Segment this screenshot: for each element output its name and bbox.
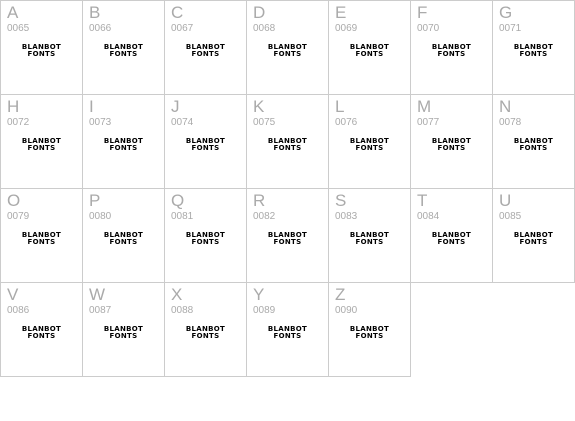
glyph-preview-line2: FONTS bbox=[437, 144, 466, 152]
glyph-cell-letter: U bbox=[499, 191, 512, 210]
glyph-preview-line1: BLANBOT bbox=[21, 325, 62, 333]
glyph-cell-code: 0071 bbox=[499, 23, 522, 34]
glyph-cell[interactable] bbox=[410, 0, 493, 95]
glyph-cell[interactable] bbox=[328, 0, 411, 95]
glyph-cell-code: 0065 bbox=[7, 23, 30, 34]
glyph-preview-line2: FONTS bbox=[191, 332, 220, 340]
glyph-cell[interactable] bbox=[246, 282, 329, 377]
glyph-preview-line1: BLANBOT bbox=[349, 325, 390, 333]
glyph-preview-line1: BLANBOT bbox=[103, 43, 144, 51]
glyph-preview-line1: BLANBOT bbox=[349, 43, 390, 51]
glyph-preview-line2: FONTS bbox=[355, 238, 384, 246]
glyph-cell[interactable] bbox=[82, 282, 165, 377]
glyph-cell[interactable] bbox=[164, 188, 247, 283]
glyph-preview bbox=[329, 232, 410, 246]
glyph-cell[interactable] bbox=[82, 188, 165, 283]
glyph-cell-letter: R bbox=[253, 191, 266, 210]
glyph-preview-line1: BLANBOT bbox=[185, 231, 226, 239]
glyph-cell-letter: N bbox=[499, 97, 512, 116]
glyph-cell[interactable] bbox=[164, 94, 247, 189]
glyph-preview bbox=[1, 44, 82, 58]
glyph-preview bbox=[411, 44, 492, 58]
glyph-cell-letter: E bbox=[335, 3, 347, 22]
glyph-preview-line1: BLANBOT bbox=[267, 43, 308, 51]
glyph-cell-code: 0079 bbox=[7, 211, 30, 222]
glyph-preview bbox=[165, 44, 246, 58]
glyph-preview bbox=[1, 138, 82, 152]
glyph-cell-code: 0069 bbox=[335, 23, 358, 34]
glyph-preview bbox=[165, 232, 246, 246]
glyph-cell-letter: S bbox=[335, 191, 347, 210]
glyph-cell-letter: I bbox=[89, 97, 94, 116]
glyph-cell-code: 0088 bbox=[171, 305, 194, 316]
glyph-preview-line1: BLANBOT bbox=[431, 231, 472, 239]
glyph-cell-code: 0076 bbox=[335, 117, 358, 128]
glyph-cell-letter: L bbox=[335, 97, 345, 116]
glyph-preview-line1: BLANBOT bbox=[267, 231, 308, 239]
glyph-cell[interactable] bbox=[82, 94, 165, 189]
glyph-cell-code: 0068 bbox=[253, 23, 276, 34]
glyph-cell-letter: T bbox=[417, 191, 428, 210]
glyph-preview bbox=[1, 232, 82, 246]
glyph-preview bbox=[83, 138, 164, 152]
glyph-preview-line2: FONTS bbox=[273, 144, 302, 152]
glyph-cell-code: 0082 bbox=[253, 211, 276, 222]
glyph-preview bbox=[493, 232, 574, 246]
glyph-preview bbox=[247, 138, 328, 152]
glyph-cell-code: 0087 bbox=[89, 305, 112, 316]
glyph-cell[interactable] bbox=[410, 188, 493, 283]
glyph-cell-code: 0081 bbox=[171, 211, 194, 222]
glyph-cell-code: 0080 bbox=[89, 211, 112, 222]
glyph-preview-line1: BLANBOT bbox=[267, 137, 308, 145]
glyph-preview bbox=[247, 44, 328, 58]
glyph-preview bbox=[83, 232, 164, 246]
glyph-cell-letter: X bbox=[171, 285, 183, 304]
glyph-preview bbox=[493, 138, 574, 152]
glyph-preview-line1: BLANBOT bbox=[185, 43, 226, 51]
glyph-preview-line1: BLANBOT bbox=[185, 325, 226, 333]
glyph-cell[interactable] bbox=[328, 94, 411, 189]
glyph-preview-line1: BLANBOT bbox=[267, 325, 308, 333]
glyph-cell[interactable] bbox=[0, 94, 83, 189]
glyph-preview-line2: FONTS bbox=[191, 144, 220, 152]
glyph-preview-line1: BLANBOT bbox=[103, 231, 144, 239]
glyph-preview-line1: BLANBOT bbox=[103, 137, 144, 145]
glyph-preview bbox=[411, 232, 492, 246]
glyph-preview-line2: FONTS bbox=[109, 50, 138, 58]
glyph-cell[interactable] bbox=[328, 282, 411, 377]
glyph-cell-code: 0089 bbox=[253, 305, 276, 316]
glyph-cell[interactable] bbox=[492, 94, 575, 189]
glyph-cell-code: 0083 bbox=[335, 211, 358, 222]
glyph-cell[interactable] bbox=[164, 282, 247, 377]
glyph-cell-letter: W bbox=[89, 285, 106, 304]
glyph-cell[interactable] bbox=[410, 94, 493, 189]
glyph-cell[interactable] bbox=[246, 0, 329, 95]
glyph-cell-code: 0086 bbox=[7, 305, 30, 316]
glyph-preview-line2: FONTS bbox=[191, 50, 220, 58]
glyph-preview bbox=[493, 44, 574, 58]
glyph-preview-line2: FONTS bbox=[109, 332, 138, 340]
glyph-preview-line2: FONTS bbox=[27, 238, 56, 246]
glyph-cell-code: 0073 bbox=[89, 117, 112, 128]
glyph-preview bbox=[83, 326, 164, 340]
glyph-cell-code: 0074 bbox=[171, 117, 194, 128]
glyph-preview-line1: BLANBOT bbox=[21, 231, 62, 239]
glyph-cell-code: 0067 bbox=[171, 23, 194, 34]
glyph-preview bbox=[165, 138, 246, 152]
glyph-cell-letter: P bbox=[89, 191, 101, 210]
glyph-cell-letter: D bbox=[253, 3, 266, 22]
glyph-cell-letter: H bbox=[7, 97, 20, 116]
glyph-preview-line2: FONTS bbox=[355, 144, 384, 152]
glyph-preview-line2: FONTS bbox=[273, 332, 302, 340]
glyph-preview-line2: FONTS bbox=[109, 238, 138, 246]
glyph-preview-line2: FONTS bbox=[27, 332, 56, 340]
glyph-preview-line1: BLANBOT bbox=[349, 137, 390, 145]
glyph-cell[interactable] bbox=[246, 94, 329, 189]
glyph-cell-letter: O bbox=[7, 191, 21, 210]
glyph-preview-line1: BLANBOT bbox=[431, 137, 472, 145]
glyph-cell-letter: M bbox=[417, 97, 432, 116]
glyph-cell[interactable] bbox=[246, 188, 329, 283]
glyph-preview-line2: FONTS bbox=[519, 50, 548, 58]
glyph-preview-line2: FONTS bbox=[519, 238, 548, 246]
glyph-cell-code: 0070 bbox=[417, 23, 440, 34]
glyph-cell[interactable] bbox=[82, 0, 165, 95]
glyph-cell[interactable] bbox=[492, 0, 575, 95]
glyph-preview-line2: FONTS bbox=[437, 238, 466, 246]
glyph-preview bbox=[1, 326, 82, 340]
glyph-cell-letter: C bbox=[171, 3, 184, 22]
glyph-preview-line1: BLANBOT bbox=[21, 137, 62, 145]
glyph-cell-code: 0078 bbox=[499, 117, 522, 128]
glyph-cell-letter: Z bbox=[335, 285, 346, 304]
glyph-preview-line2: FONTS bbox=[109, 144, 138, 152]
glyph-preview-line2: FONTS bbox=[191, 238, 220, 246]
glyph-preview bbox=[165, 326, 246, 340]
glyph-preview-line1: BLANBOT bbox=[185, 137, 226, 145]
glyph-cell[interactable] bbox=[0, 188, 83, 283]
glyph-cell-code: 0085 bbox=[499, 211, 522, 222]
glyph-preview-line2: FONTS bbox=[273, 50, 302, 58]
glyph-cell-code: 0066 bbox=[89, 23, 112, 34]
glyph-cell[interactable] bbox=[328, 188, 411, 283]
glyph-preview bbox=[329, 44, 410, 58]
glyph-preview-line2: FONTS bbox=[27, 144, 56, 152]
glyph-preview bbox=[329, 138, 410, 152]
glyph-preview-line2: FONTS bbox=[273, 238, 302, 246]
glyph-cell-code: 0077 bbox=[417, 117, 440, 128]
glyph-preview bbox=[247, 326, 328, 340]
glyph-cell[interactable] bbox=[492, 188, 575, 283]
glyph-cell-code: 0084 bbox=[417, 211, 440, 222]
glyph-cell-letter: A bbox=[7, 3, 19, 22]
glyph-cell-code: 0072 bbox=[7, 117, 30, 128]
glyph-preview-line1: BLANBOT bbox=[513, 137, 554, 145]
glyph-cell-letter: Y bbox=[253, 285, 265, 304]
glyph-preview bbox=[411, 138, 492, 152]
glyph-cell-letter: J bbox=[171, 97, 180, 116]
glyph-preview bbox=[247, 232, 328, 246]
glyph-preview-line2: FONTS bbox=[355, 332, 384, 340]
glyph-cell-letter: B bbox=[89, 3, 101, 22]
glyph-preview-line2: FONTS bbox=[27, 50, 56, 58]
glyph-preview bbox=[329, 326, 410, 340]
glyph-cell-letter: F bbox=[417, 3, 428, 22]
glyph-preview-line1: BLANBOT bbox=[431, 43, 472, 51]
glyph-cell[interactable] bbox=[164, 0, 247, 95]
glyph-preview-line2: FONTS bbox=[519, 144, 548, 152]
glyph-cell-letter: V bbox=[7, 285, 19, 304]
glyph-preview-line2: FONTS bbox=[355, 50, 384, 58]
glyph-cell-letter: K bbox=[253, 97, 265, 116]
glyph-preview-line1: BLANBOT bbox=[513, 231, 554, 239]
glyph-preview-line1: BLANBOT bbox=[349, 231, 390, 239]
glyph-cell-code: 0090 bbox=[335, 305, 358, 316]
glyph-cell-code: 0075 bbox=[253, 117, 276, 128]
glyph-preview-line1: BLANBOT bbox=[513, 43, 554, 51]
glyph-preview-line2: FONTS bbox=[437, 50, 466, 58]
glyph-preview-line1: BLANBOT bbox=[103, 325, 144, 333]
glyph-preview bbox=[83, 44, 164, 58]
glyph-cell[interactable] bbox=[0, 0, 83, 95]
glyph-cell-letter: Q bbox=[171, 191, 185, 210]
glyph-preview-line1: BLANBOT bbox=[21, 43, 62, 51]
glyph-cell[interactable] bbox=[0, 282, 83, 377]
glyph-cell-letter: G bbox=[499, 3, 513, 22]
